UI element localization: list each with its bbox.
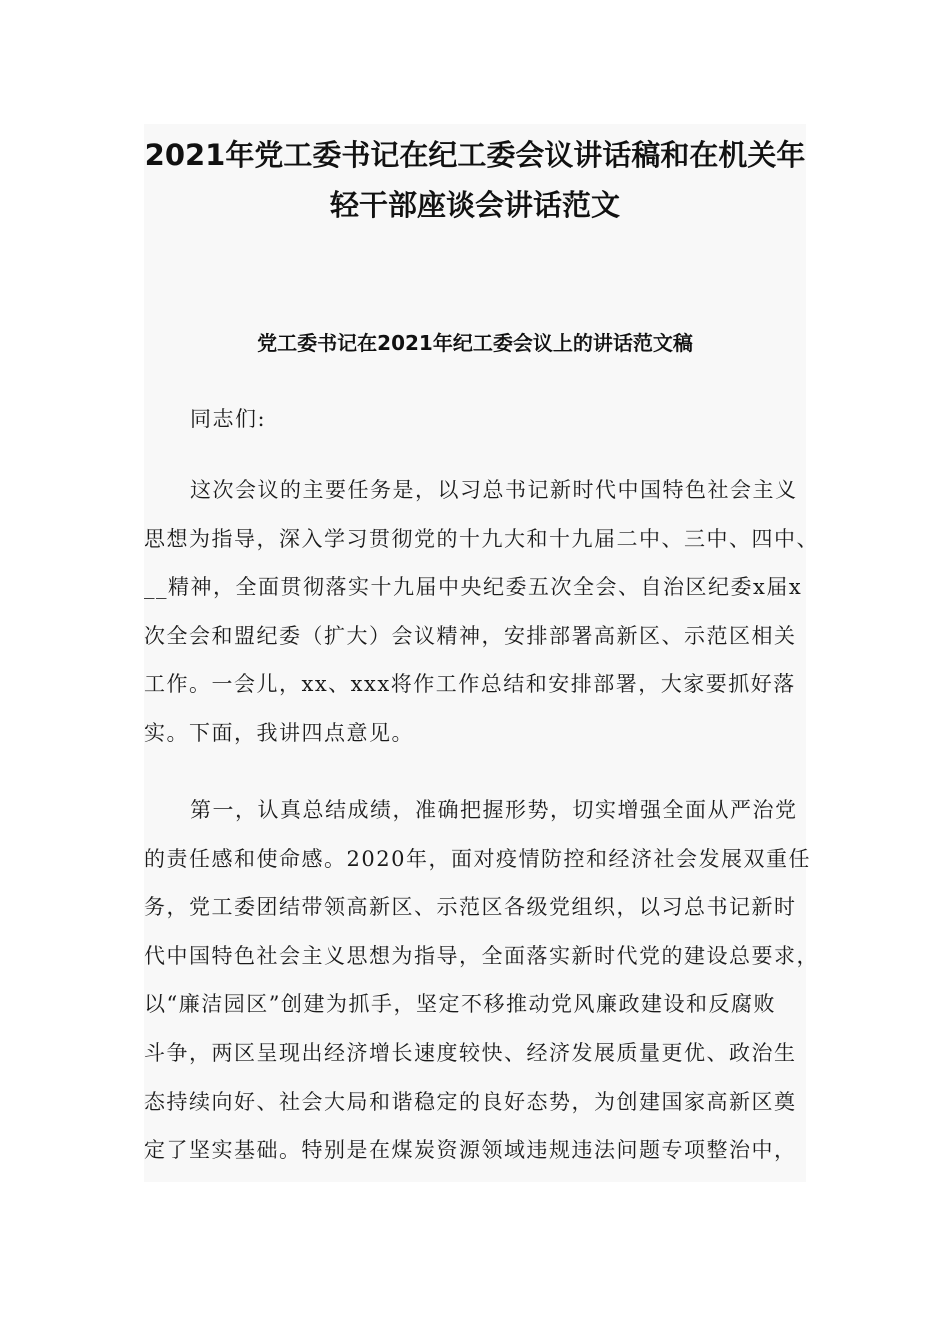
paragraph-2-line: 斗争，两区呈现出经济增长速度较快、经济发展质量更优、政治生	[144, 1040, 797, 1065]
paragraph-2	[144, 786, 819, 1175]
greeting	[144, 395, 806, 444]
paragraph-1-line: 工作。一会儿，xx、xxx将作工作总结和安排部署，大家要抓好落	[144, 672, 796, 697]
greeting-text: 同志们:	[190, 407, 267, 431]
paragraph-1-line: 次全会和盟纪委（扩大）会议精神，安排部署高新区、示范区相关	[144, 623, 797, 648]
paragraph-1-line: 思想为指导，深入学习贯彻党的十九大和十九届二中、三中、四中、	[144, 526, 819, 551]
paragraph-1-line: 这次会议的主要任务是，以习总书记新时代中国特色社会主义	[190, 478, 798, 502]
document-title	[144, 130, 806, 230]
paragraph-2-line: 代中国特色社会主义思想为指导，全面落实新时代党的建设总要求，	[144, 943, 819, 968]
title-line-2: 轻干部座谈会讲话范文	[329, 188, 620, 222]
paragraph-2-line: 第一，认真总结成绩，准确把握形势，切实增强全面从严治党	[190, 798, 798, 822]
paragraph-2-line: 以“廉洁园区”创建为抓手，坚定不移推动党风廉政建设和反腐败	[144, 992, 776, 1017]
paragraph-1-line: 实。下面，我讲四点意见。	[144, 720, 414, 745]
paragraph-1-line: __精神，全面贯彻落实十九届中央纪委五次全会、自治区纪委x届x	[144, 575, 803, 600]
paragraph-2-line: 态持续向好、社会大局和谐稳定的良好态势，为创建国家高新区奠	[144, 1089, 797, 1114]
paragraph-2-line: 定了坚实基础。特别是在煤炭资源领域违规违法问题专项整治中，	[144, 1138, 797, 1163]
title-line-1: 2021年党工委书记在纪工委会议讲话稿和在机关年	[144, 138, 806, 172]
paragraph-2-line: 务，党工委团结带领高新区、示范区各级党组织，以习总书记新时	[144, 895, 797, 920]
paragraph-1	[144, 466, 819, 758]
paragraph-2-line: 的责任感和使命感。2020年，面对疫情防控和经济社会发展双重任	[144, 846, 811, 871]
speech-subtitle: 党工委书记在2021年纪工委会议上的讲话范文稿	[257, 331, 693, 355]
